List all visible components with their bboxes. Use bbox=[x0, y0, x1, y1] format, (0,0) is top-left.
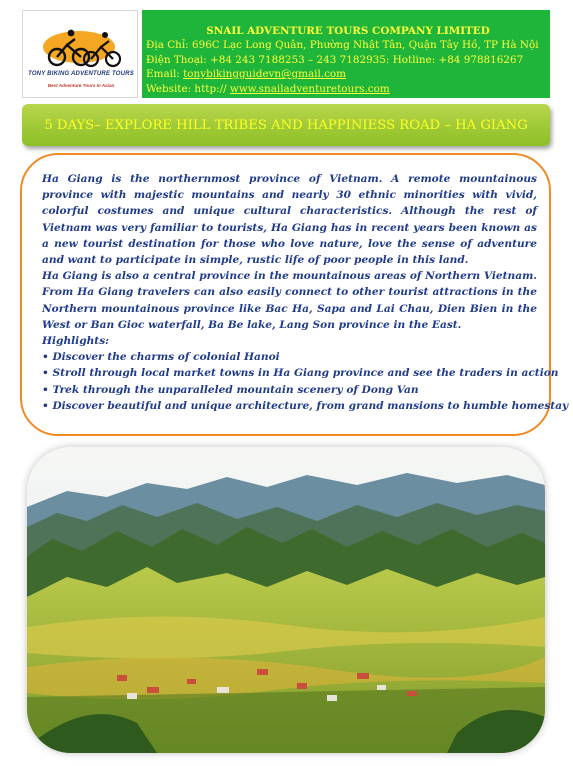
company-website-line bbox=[146, 82, 550, 96]
website-link[interactable]: www.snailadventuretours.com bbox=[229, 82, 390, 95]
intro-text bbox=[42, 171, 569, 414]
highlight-item: • Discover beautiful and unique architecture, from grand mansions to humble homestay bbox=[42, 398, 537, 414]
email-label: Email: bbox=[146, 68, 184, 81]
email-link[interactable]: tonybikingguidevn@gmail.com bbox=[183, 68, 347, 81]
cyclist-logo-icon bbox=[31, 25, 131, 69]
company-address: Địa Chỉ: 696C Lạc Long Quân, Phường Nhật Tân, Quận Tây Hồ, TP Hà Nội bbox=[146, 39, 539, 52]
intro-paragraph-2: Ha Giang is also a central province in the mountainous areas of Northern Vietnam. From Ha Giang travelers can also easily connect to other tourist attractions in the Northern mountainous province like Bac Ha, Sapa and Lai Chau, Dien Bien in the West or Ban Gioc waterfall, Ba Be lake, Lang Son province in the East. bbox=[42, 270, 537, 331]
tour-title-banner bbox=[22, 104, 550, 146]
company-name: SNAIL ADVENTURE TOURS COMPANY LIMITED bbox=[206, 25, 490, 37]
company-info bbox=[142, 10, 550, 98]
company-email-line bbox=[146, 67, 550, 81]
company-phone: Điện Thoại: +84 243 7188253 – 243 7182935: Hotline: +84 978816267 bbox=[146, 53, 524, 66]
ha-giang-landscape-photo bbox=[27, 447, 545, 753]
website-label: Website: http:// bbox=[146, 82, 230, 95]
tour-title: 5 DAYS– EXPLORE HILL TRIBES AND HAPPINIESS ROAD – HA GIANG bbox=[44, 117, 528, 133]
highlight-item: • Stroll through local market towns in Ha Giang province and see the traders in action bbox=[42, 365, 537, 381]
logo-name: TONY BIKING ADVENTURE TOURS bbox=[28, 71, 134, 77]
intro-box bbox=[20, 153, 569, 436]
company-logo bbox=[22, 10, 138, 98]
highlight-item: • Discover the charms of colonial Hanoi bbox=[42, 349, 537, 365]
logo-tagline: Best Adventure Tours In Asian bbox=[47, 83, 115, 88]
highlights-title: Highlights: bbox=[42, 335, 110, 348]
highlights-list bbox=[42, 349, 569, 414]
intro-paragraph-1: Ha Giang is the northernmost province of Vietnam. A remote mountainous province with majestic mountains and nearly 30 ethnic minorities with vivid, colorful costumes and unique cultural characteristics. Although the rest of Vietnam was very familiar to tourists, Ha Giang has in recent years been known as a new tourist destination for those who love nature, love the sense of adventure and want to participate in simple, rustic life of poor people in this land. bbox=[42, 173, 537, 267]
highlight-item: • Trek through the unparalleled mountain scenery of Dong Van bbox=[42, 382, 537, 398]
page-header bbox=[22, 10, 550, 98]
